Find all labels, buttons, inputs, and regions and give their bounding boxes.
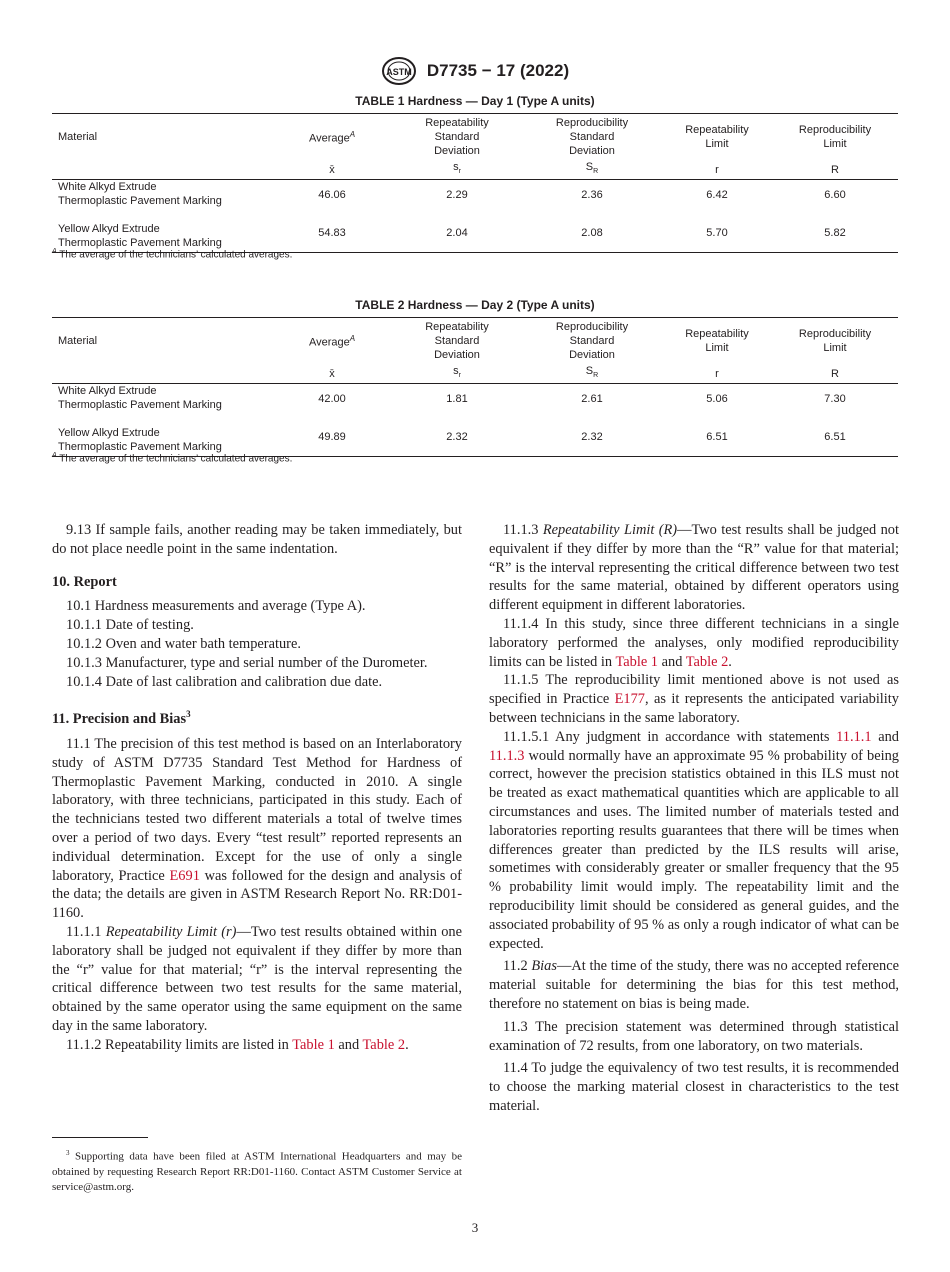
right-column bbox=[489, 521, 899, 1116]
document-code: D7735 − 17 (2022) bbox=[426, 61, 570, 80]
header-reproducibility-sd: Reproducibility Standard Deviation bbox=[522, 114, 662, 161]
link-11-1-1[interactable]: 11.1.1 bbox=[836, 728, 872, 745]
table-row: Yellow Alkyd Extrude Thermoplastic Pavement Marking 54.83 2.04 2.08 5.70 5.82 bbox=[52, 214, 898, 253]
footnote-3: $^3$ Supporting data have been filed at ASTM International Headquarters and may be obtained by requesting Research Report RR:D01-1160. Contact ASTM Customer Service at service@astm.org. bbox=[52, 1149, 463, 1193]
page-number: 3 bbox=[471, 1220, 479, 1235]
header-average: Average$^A$ bbox=[272, 318, 392, 365]
paragraph-11-1: 11.1 The precision of this test method is based on an Interlaboratory study of ASTM D7735 Standard Test Method for Hardness of Thermoplastic Pavement Marking, conducted in 2010. A single laboratory, with three technicians, participated in this study. Each of the technicians tested two different materials a total of twelve times over a period of two days. Every “test result” reported represents an individual determination. Except for the use of only a single laboratory, Practice E691 was followed for the design and analysis of the data; the details are given in ASTM Research Report No. RR:D01-1160. bbox=[52, 735, 462, 922]
section-11-heading: 11. Precision and Bias$^3$ bbox=[52, 709, 191, 728]
paragraph-11-1-3: 11.1.3 Repeatability Limit (R)—Two test results shall be judged not equivalent if they differ by more than the “R” value for that material; “R” is the interval representing the critical difference between two test results for the same material, obtained by different operators using different equipment in different laboratories. bbox=[489, 522, 899, 614]
table-row: White Alkyd Extrude Thermoplastic Pavement Marking 42.00 1.81 2.61 5.06 7.30 bbox=[58, 385, 846, 412]
table-2-footnote: $^A$ The average of the technicians’ calculated averages. bbox=[52, 452, 293, 465]
symbol-xbar: x̄ bbox=[272, 160, 392, 180]
paragraph-11-1-2: 11.1.2 Repeatability limits are listed in Table 1 and Table 2. bbox=[66, 1036, 409, 1053]
symbol-R: R bbox=[772, 364, 898, 384]
paragraph-11-3: 11.3 The precision statement was determined through statistical examination of 72 results, from one laboratory, on two materials. bbox=[489, 1018, 899, 1054]
table-1-caption: TABLE 1 Hardness — Day 1 (Type A units) bbox=[355, 94, 595, 108]
header-repeatability-sd: Repeatability Standard Deviation bbox=[392, 114, 522, 161]
table-row: White Alkyd Extrude Thermoplastic Pavement Marking 46.06 2.29 2.36 6.42 6.60 bbox=[58, 181, 846, 208]
paragraph-11-1-1: 11.1.1 Repeatability Limit (r)—Two test results obtained within one laboratory shall be judged not equivalent if they differ by more than the “r” value for that material; “r” is the interval representing the critical difference between two test results for the same material, obtained by the same operator using the same equipment on the same day in the same laboratory. bbox=[52, 923, 462, 1034]
paragraph-10-1-4: 10.1.4 Date of last calibration and calibration due date. bbox=[66, 673, 383, 690]
paragraph-10-1: 10.1 Hardness measurements and average (Type A). bbox=[66, 598, 366, 615]
header-material: Material bbox=[52, 114, 272, 161]
paragraph-11-1-5-1: 11.1.5.1 Any judgment in accordance with statements 11.1.1 and 11.1.3 would normally have an approximate 95 % probability of being correct, however the precision statistics obtained in this ILS must not be treated as exact mathematical quantities which are applicable to all circumstances and uses. The limited number of materials tested and laboratories reporting results guarantees that there will be times when differences greater than predicted by the ILS results will arise, sometimes with considerably greater or smaller frequency that the 95 % probability limit would imply. The repeatability limit and the reproducibility limit should be considered as general guides, and the associated probability of 95 % as only a rough indicator of what can be expected. bbox=[489, 728, 899, 952]
symbol-R: R bbox=[772, 160, 898, 180]
symbol-sr: $s_r$ bbox=[392, 160, 522, 180]
svg-text:ASTM: ASTM bbox=[386, 67, 412, 77]
paragraph-11-1-4: 11.1.4 In this study, since three different technicians in a single laboratory performed the analyses, only modified reproducibility limits can be listed in Table 1 and Table 2. bbox=[489, 615, 899, 670]
header-reproducibility-limit: Reproducibility Limit bbox=[772, 114, 898, 161]
footnote-divider bbox=[52, 1137, 148, 1138]
header-material: Material bbox=[52, 318, 272, 365]
table-1 bbox=[52, 113, 898, 253]
symbol-row bbox=[52, 160, 898, 180]
paragraph-10-1-1: 10.1.1 Date of testing. bbox=[66, 617, 194, 634]
link-table-2[interactable]: Table 2 bbox=[685, 653, 729, 670]
symbol-SR: $S_R$ bbox=[522, 364, 662, 384]
link-e691[interactable]: E691 bbox=[169, 867, 200, 884]
paragraph-11-2: 11.2 Bias—At the time of the study, there was no accepted reference material suitable for determining the bias for this test method, therefore no statement on bias is being made. bbox=[489, 958, 899, 1012]
link-table-1[interactable]: Table 1 bbox=[615, 653, 658, 670]
header-reproducibility-limit: Reproducibility Limit bbox=[772, 318, 898, 365]
header-repeatability-limit: Repeatability Limit bbox=[662, 114, 772, 161]
paragraph-11-4: 11.4 To judge the equivalency of two test results, it is recommended to choose the marking material closest in characteristics to the test material. bbox=[489, 1060, 899, 1114]
table-header-row bbox=[52, 114, 898, 161]
paragraph-11-1-5: 11.1.5 The reproducibility limit mentioned above is not used as specified in Practice E177, as it represents the anticipated variability between technicians in the same laboratory. bbox=[489, 672, 900, 726]
link-table-1[interactable]: Table 1 bbox=[292, 1036, 335, 1053]
table-row: Yellow Alkyd Extrude Thermoplastic Pavement Marking 49.89 2.32 2.32 6.51 6.51 bbox=[52, 418, 898, 457]
paragraph-10-1-3: 10.1.3 Manufacturer, type and serial number of the Durometer. bbox=[66, 654, 428, 671]
symbol-SR: $S_R$ bbox=[522, 160, 662, 180]
link-table-2[interactable]: Table 2 bbox=[362, 1036, 406, 1053]
link-e177[interactable]: E177 bbox=[614, 691, 645, 708]
header-repeatability-limit: Repeatability Limit bbox=[662, 318, 772, 365]
paragraph-9-13: 9.13 If sample fails, another reading may be taken immediately, but do not place needle point in the same indentation. bbox=[52, 522, 462, 557]
table-header-row bbox=[52, 318, 898, 365]
header-reproducibility-sd: Reproducibility Standard Deviation bbox=[522, 318, 662, 365]
link-11-1-3[interactable]: 11.1.3 bbox=[489, 747, 525, 764]
symbol-r: r bbox=[662, 364, 772, 384]
table-2 bbox=[52, 317, 898, 457]
document-header bbox=[0, 56, 950, 86]
table-2-caption: TABLE 2 Hardness — Day 2 (Type A units) bbox=[355, 298, 595, 312]
table-1-footnote: $^A$ The average of the technicians’ calculated averages. bbox=[52, 248, 293, 261]
astm-logo-icon bbox=[381, 56, 417, 86]
header-average: Average$^A$ bbox=[272, 114, 392, 161]
symbol-r: r bbox=[662, 160, 772, 180]
symbol-sr: $s_r$ bbox=[392, 364, 522, 384]
left-column bbox=[52, 521, 462, 1055]
symbol-row bbox=[52, 364, 898, 384]
symbol-xbar: x̄ bbox=[272, 364, 392, 384]
header-repeatability-sd: Repeatability Standard Deviation bbox=[392, 318, 522, 365]
section-10-heading: 10. Report bbox=[52, 573, 117, 590]
paragraph-10-1-2: 10.1.2 Oven and water bath temperature. bbox=[66, 635, 301, 652]
